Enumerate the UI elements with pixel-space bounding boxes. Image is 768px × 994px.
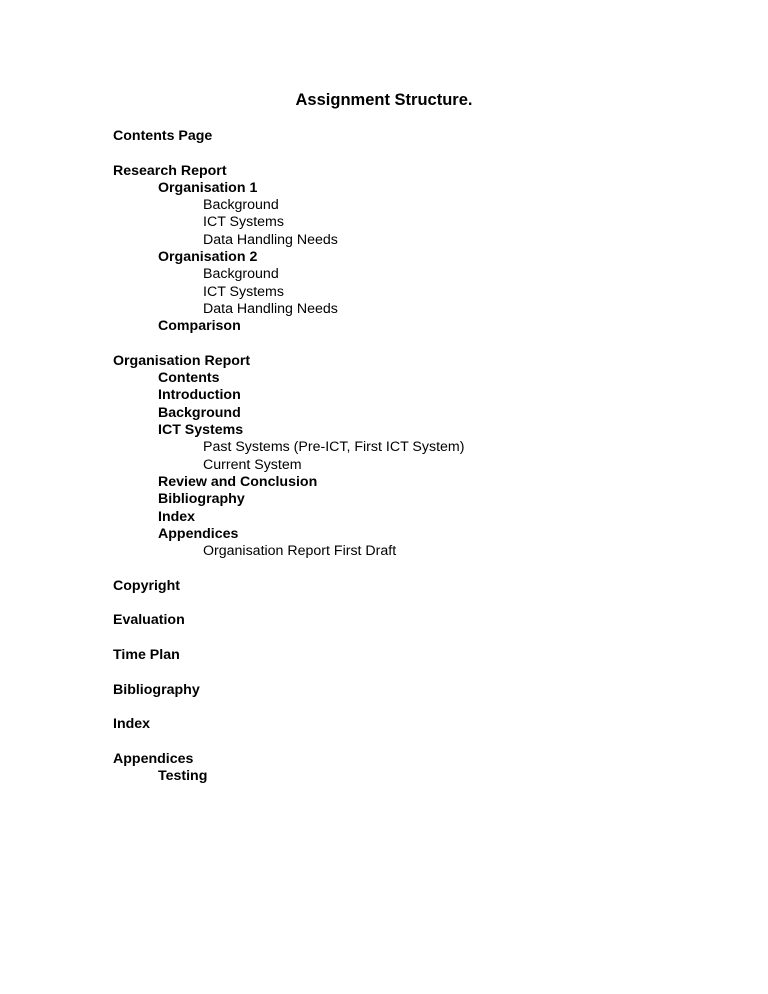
subsection-heading: Organisation 2 <box>158 249 258 266</box>
subsection-heading: Index <box>158 508 196 525</box>
subsection-item: Organisation Report First Draft <box>203 543 397 560</box>
section-heading: Bibliography <box>113 681 200 698</box>
subsection-heading: Background <box>158 404 241 421</box>
subsection-heading: ICT Systems <box>158 422 244 439</box>
blank-line <box>113 630 713 647</box>
section-heading: Organisation Report <box>113 352 251 369</box>
section-heading: Evaluation <box>113 612 185 629</box>
subsection-heading: Organisation 1 <box>158 179 258 196</box>
subsection-heading: Appendices <box>158 525 239 542</box>
section-heading: Time Plan <box>113 646 180 663</box>
subsection-item: Background <box>203 266 279 283</box>
subsection-item: ICT Systems <box>203 283 284 300</box>
subsection-item: ICT Systems <box>203 214 284 231</box>
blank-line <box>113 145 713 162</box>
subsection-heading: Contents <box>158 370 220 387</box>
subsection-item: Current System <box>203 456 302 473</box>
section-heading: Research Report <box>113 162 227 179</box>
section-heading: Appendices <box>113 750 194 767</box>
subsection-item: Data Handling Needs <box>203 300 338 317</box>
blank-line <box>113 595 713 612</box>
blank-line <box>113 336 713 353</box>
subsection-heading: Review and Conclusion <box>158 473 318 490</box>
section-heading: Copyright <box>113 577 180 594</box>
assignment-outline <box>113 128 713 785</box>
subsection-heading: Testing <box>158 767 208 784</box>
blank-line <box>113 699 713 716</box>
document-title: Assignment Structure. <box>295 91 473 109</box>
blank-line <box>113 664 713 681</box>
subsection-heading: Bibliography <box>158 491 245 508</box>
subsection-item: Data Handling Needs <box>203 231 338 248</box>
subsection-heading: Introduction <box>158 387 241 404</box>
blank-line <box>113 733 713 750</box>
section-heading: Index <box>113 716 151 733</box>
subsection-heading: Comparison <box>158 318 241 335</box>
section-heading: Contents Page <box>113 128 213 144</box>
subsection-item: Past Systems (Pre-ICT, First ICT System) <box>203 439 465 456</box>
subsection-item: Background <box>203 197 279 214</box>
blank-line <box>113 560 713 577</box>
